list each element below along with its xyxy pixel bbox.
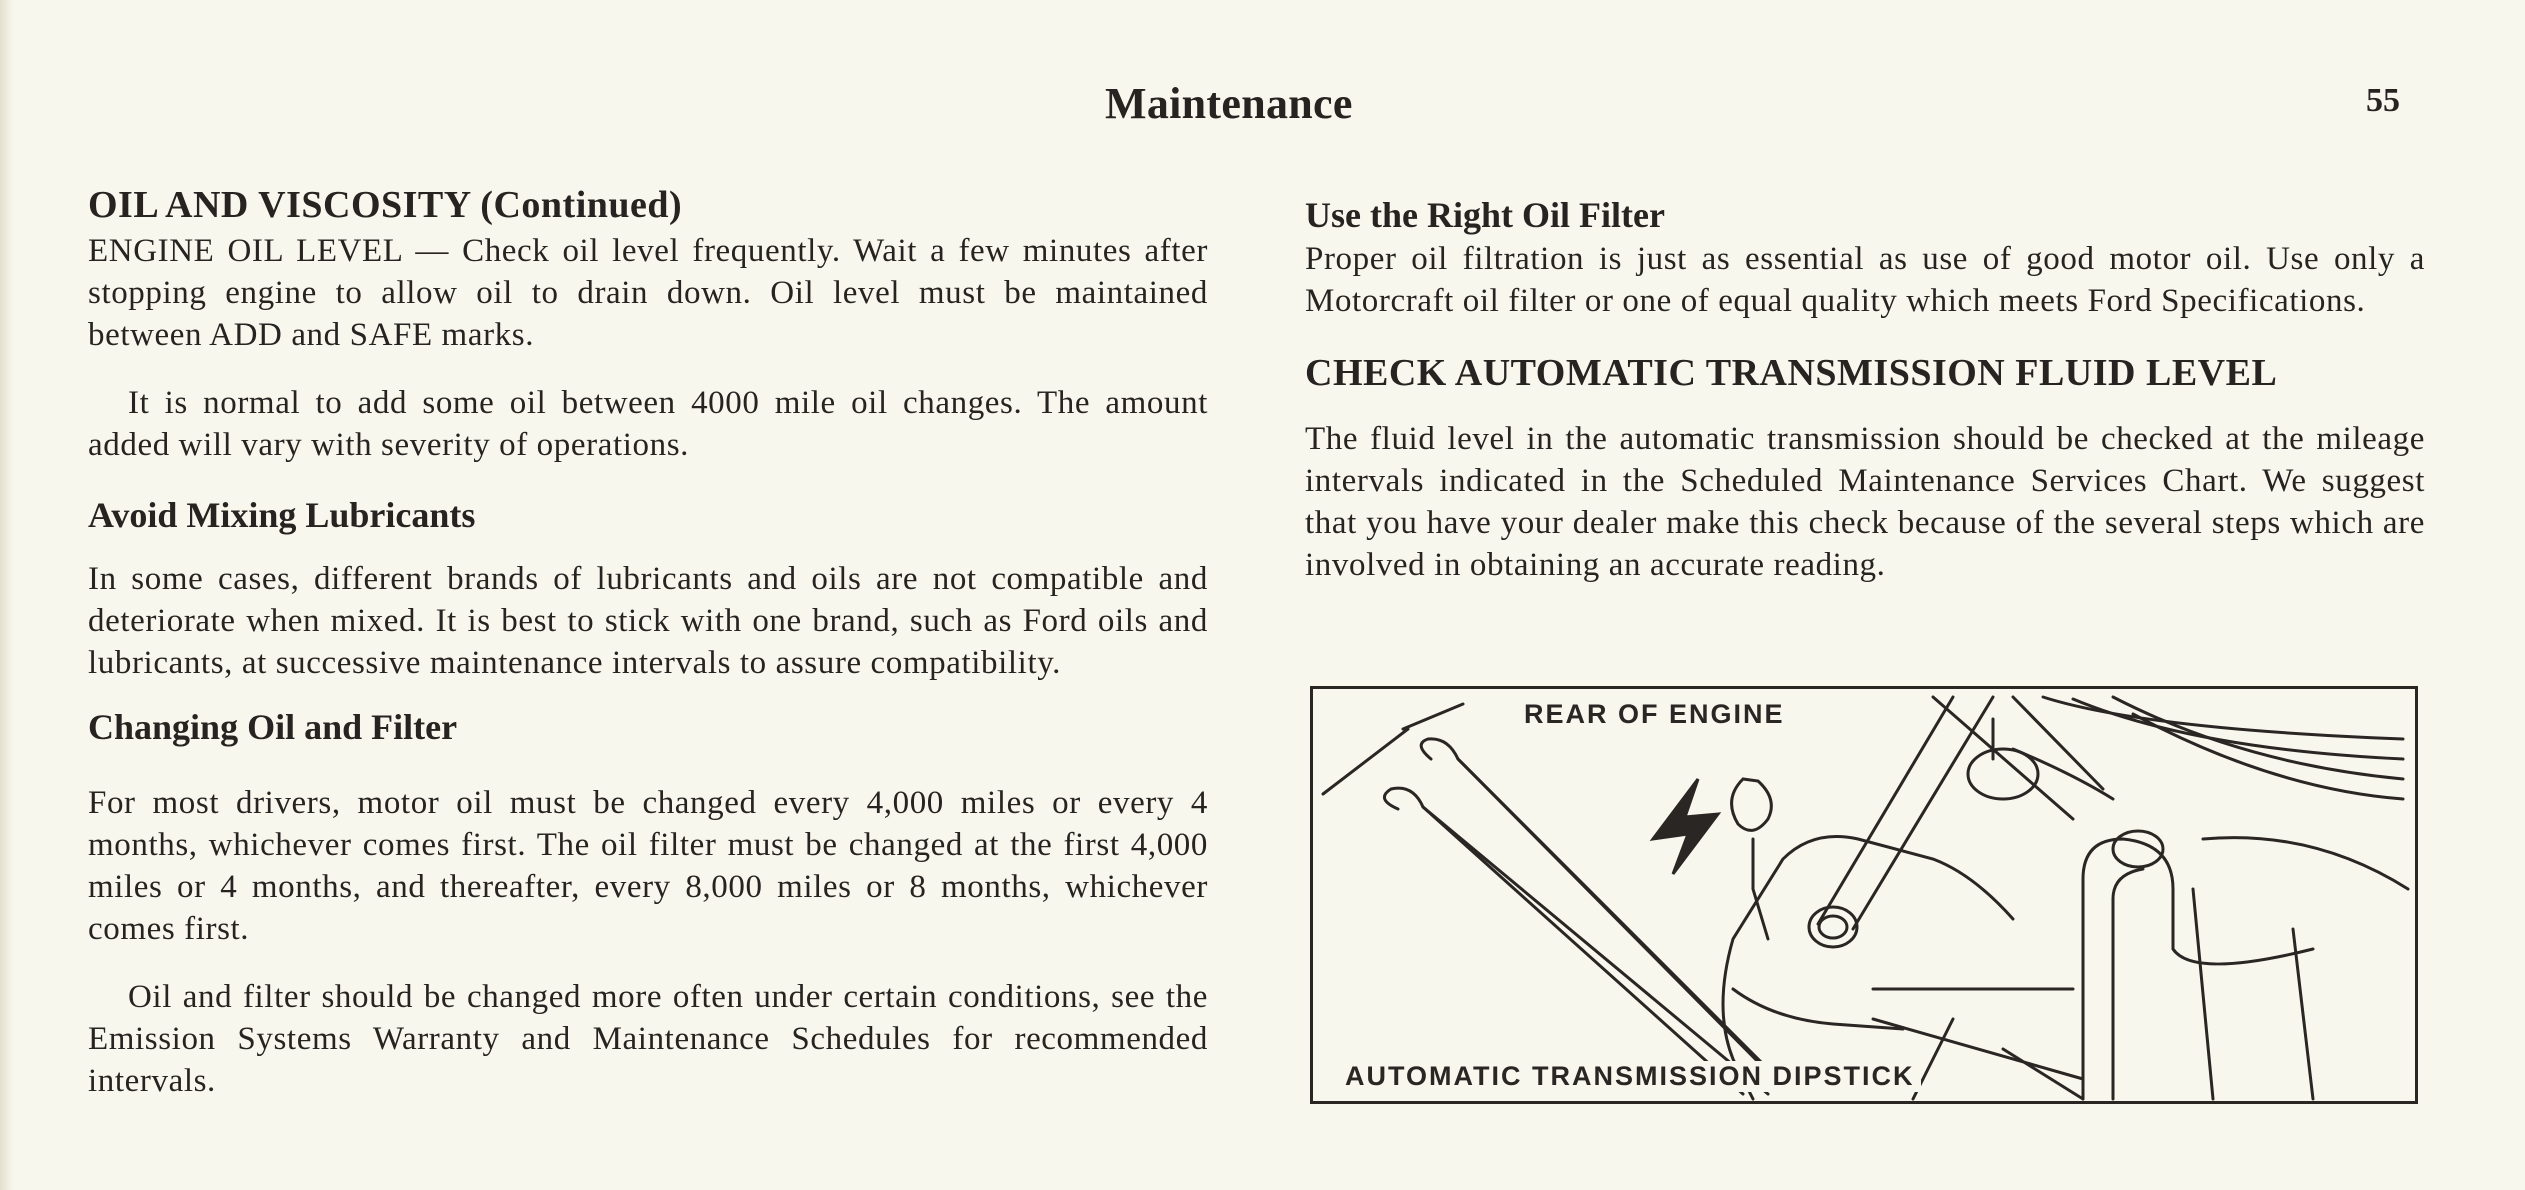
paragraph-engine-oil-level: ENGINE OIL LEVEL — Check oil level frequently. Wait a few minutes after stopping engine to allow oil to drain down. Oil level must be maintained between ADD and SAFE marks.: [88, 233, 1208, 353]
dipstick-illustration: [1310, 686, 2418, 1104]
paragraph-change-intervals: For most drivers, motor oil must be changed every 4,000 miles or every 4 months, whichever comes first. The oil filter must be changed at the first 4,000 miles or 4 months, and thereafter, every 8,000 miles or 8 months, whichever comes first.: [88, 785, 1208, 947]
running-header: Maintenance: [1105, 79, 1353, 128]
page-number: 55: [2366, 82, 2400, 119]
paragraph-oil-filter: Proper oil filtration is just as essential as use of good motor oil. Use only a Motorcraft oil filter or one of equal quality which meets Ford Specifications.: [1305, 241, 2425, 319]
paragraph-avoid-mixing: In some cases, different brands of lubricants and oils are not compatible and deteriorate when mixed. It is best to stick with one brand, such as Ford oils and lubricants, at successive maintenance intervals to assure compatibility.: [88, 561, 1208, 681]
paragraph-severe-conditions: Oil and filter should be changed more often under certain conditions, see the Emission Systems Warranty and Maintenance Schedules for recommended intervals.: [88, 979, 1208, 1099]
paragraph-transmission-fluid: The fluid level in the automatic transmission should be checked at the mileage intervals indicated in the Scheduled Maintenance Services Chart. We suggest that you have your dealer make this check because of the several steps which are involved in obtaining an accurate reading.: [1305, 421, 2425, 583]
engine-drawing: [1313, 689, 2415, 1101]
right-column: [1305, 192, 2425, 586]
subheading-oil-filter: Use the Right Oil Filter: [1305, 195, 1665, 235]
label-rear-of-engine: REAR OF ENGINE: [1518, 699, 1791, 730]
page-spine-shadow: [0, 0, 14, 1190]
section-heading-transmission-fluid: CHECK AUTOMATIC TRANSMISSION FLUID LEVEL: [1305, 352, 2278, 394]
left-column: [88, 180, 1208, 1102]
section-heading-oil-viscosity: OIL AND VISCOSITY (Continued): [88, 184, 683, 226]
subheading-changing-oil: Changing Oil and Filter: [88, 707, 458, 747]
paragraph-oil-changes: It is normal to add some oil between 4000 mile oil changes. The amount added will vary with severity of operations.: [88, 385, 1208, 463]
subheading-avoid-mixing: Avoid Mixing Lubricants: [88, 495, 476, 535]
label-transmission-dipstick: AUTOMATIC TRANSMISSION DIPSTICK: [1339, 1061, 1921, 1092]
